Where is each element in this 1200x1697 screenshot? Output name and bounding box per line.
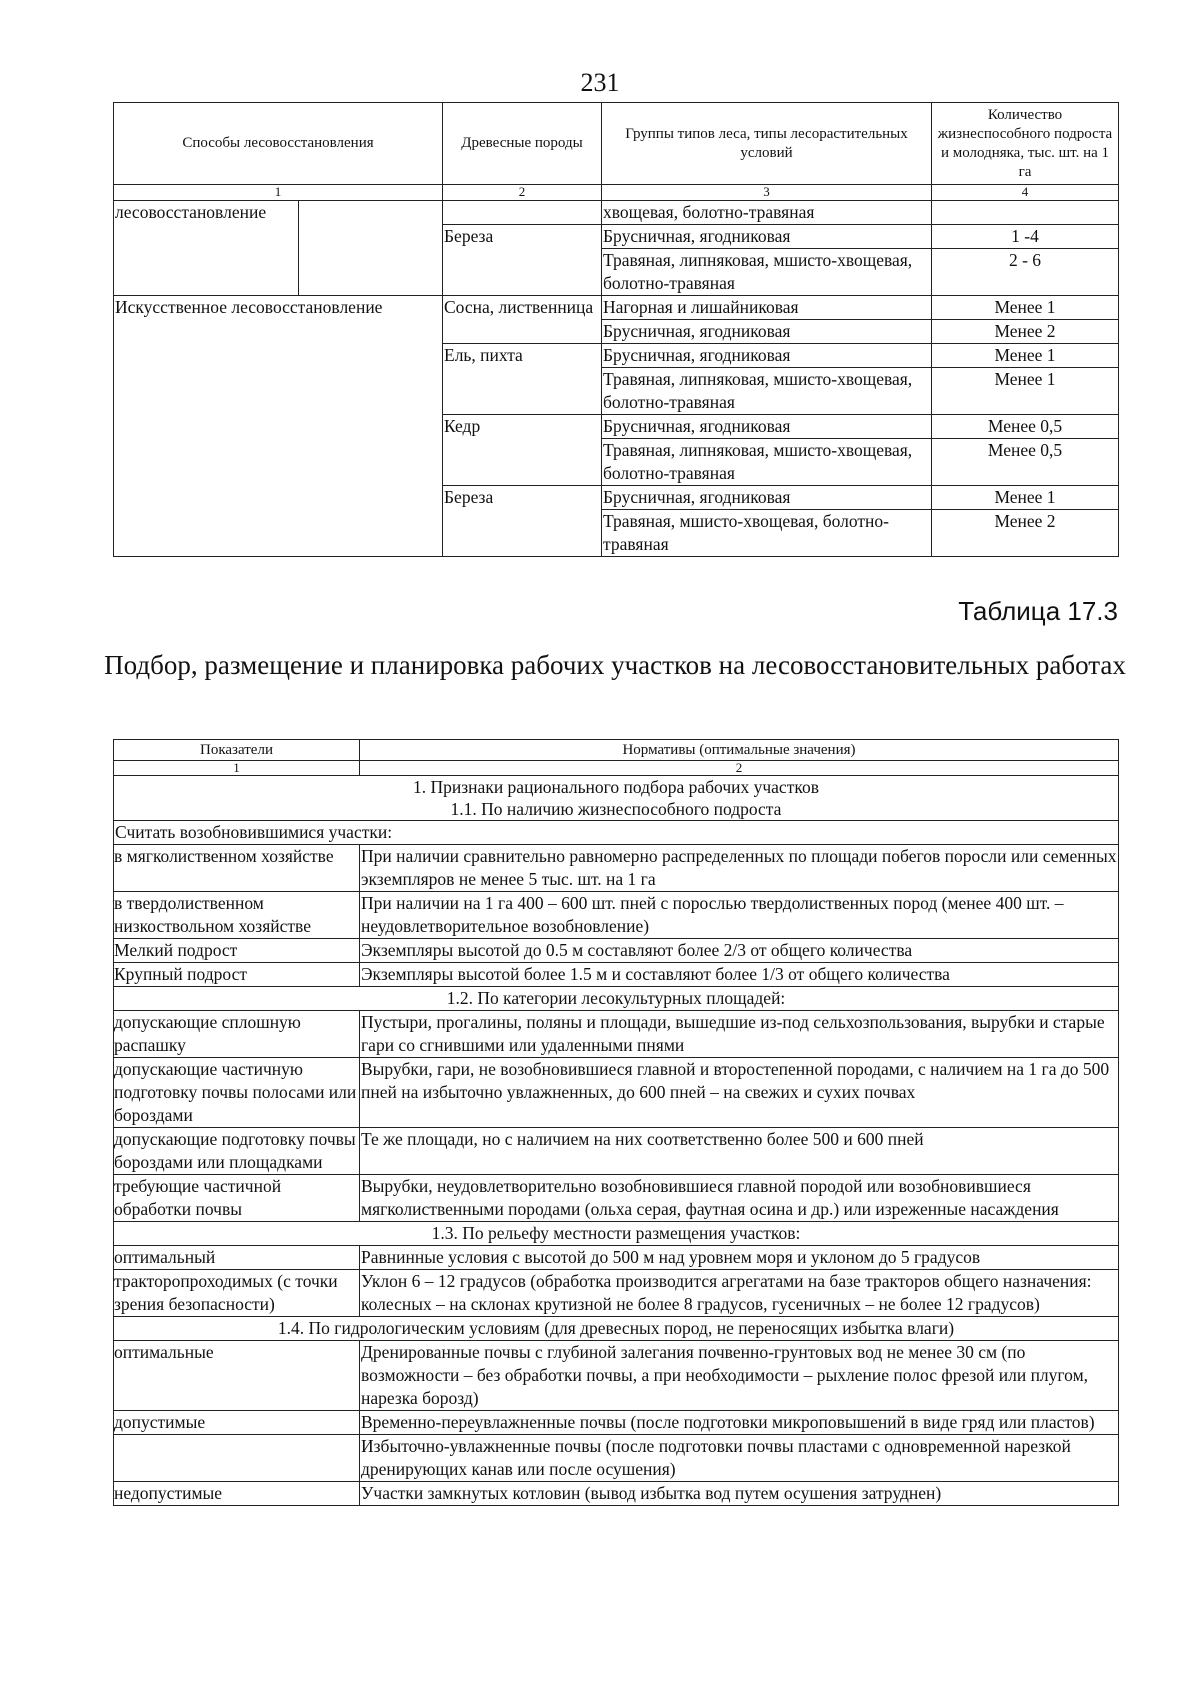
norm-cell: При наличии сравнительно равномерно распределенных по площади побегов поросли или семенных экземпляров не менее 5 тыс. шт. на 1 га xyxy=(360,845,1119,892)
norm-cell: При наличии на 1 га 400 – 600 шт. пней с порослью твердолиственных пород (менее 400 шт. – неудовлетворительное возобновление) xyxy=(360,892,1119,939)
forest-type-cell: Брусничная, ягодниковая xyxy=(602,415,932,439)
column-number-row xyxy=(114,761,1119,776)
column-header: Показатели xyxy=(114,740,360,761)
subsection-title: 1.4. По гидрологическим условиям (для древесных пород, не переносящих избытка влаги) xyxy=(114,1317,1119,1341)
indicator-cell: допускающие сплошную распашку xyxy=(114,1011,360,1058)
count-cell xyxy=(932,201,1119,225)
column-number: 3 xyxy=(602,185,932,201)
indicator-cell: в твердолиственном низкоствольном хозяйстве xyxy=(114,892,360,939)
subsection-title: 1.2. По категории лесокультурных площадей: xyxy=(114,987,1119,1011)
norm-cell: Дренированные почвы с глубиной залегания почвенно-грунтовых вод не менее 30 см (по возможности – без обработки почвы, а при необходимости – рыхление полос фрезой или плугом, нарезка борозд) xyxy=(360,1341,1119,1411)
species-cell: Сосна, лиственница xyxy=(443,296,602,344)
norm-cell: Экземпляры высотой более 1.5 м и составляют более 1/3 от общего количества xyxy=(360,963,1119,987)
table-header-row xyxy=(114,740,1119,761)
column-number: 2 xyxy=(360,761,1119,776)
work-sites-table xyxy=(113,739,1119,1506)
count-cell: Менее 1 xyxy=(932,344,1119,368)
indicator-cell: оптимальные xyxy=(114,1341,360,1411)
indicator-cell: допустимые xyxy=(114,1411,360,1435)
count-cell: Менее 0,5 xyxy=(932,415,1119,439)
table-row xyxy=(114,1058,1119,1128)
table-row xyxy=(114,1246,1119,1270)
forest-type-cell: Травяная, липняковая, мшисто-хвощевая, болотно-травяная xyxy=(602,368,932,415)
note-row xyxy=(114,821,1119,845)
table-row xyxy=(114,1175,1119,1222)
species-cell: Кедр xyxy=(443,415,602,486)
column-number: 4 xyxy=(932,185,1119,201)
count-cell: 1 -4 xyxy=(932,225,1119,249)
table-row xyxy=(114,1128,1119,1175)
forest-type-cell: Брусничная, ягодниковая xyxy=(602,320,932,344)
table-label: Таблица 17.3 xyxy=(958,596,1118,626)
count-cell: Менее 1 xyxy=(932,368,1119,415)
norm-cell: Временно-переувлажненные почвы (после подготовки микроповышений в виде гряд или пластов) xyxy=(360,1411,1119,1435)
table-row xyxy=(114,1411,1119,1435)
subsection-title: 1.3. По рельефу местности размещения участков: xyxy=(114,1222,1119,1246)
norm-cell: Те же площади, но с наличием на них соответственно более 500 и 600 пней xyxy=(360,1128,1119,1175)
count-cell: 2 - 6 xyxy=(932,249,1119,296)
method-cell: Искусственное лесовосстановление xyxy=(114,296,443,557)
indicator-cell: оптимальный xyxy=(114,1246,360,1270)
forest-type-cell: Травяная, липняковая, мшисто-хвощевая, болотно-травяная xyxy=(602,249,932,296)
page-number: 231 xyxy=(580,68,620,97)
table-row xyxy=(114,1435,1119,1482)
table-row xyxy=(114,939,1119,963)
column-header: Количество жизнеспособного подроста и молодняка, тыс. шт. на 1 га xyxy=(932,103,1119,185)
column-number: 1 xyxy=(114,761,360,776)
note-cell: Считать возобновившимися участки: xyxy=(114,821,1119,845)
table-row xyxy=(114,963,1119,987)
forest-type-cell: Травяная, мшисто-хвощевая, болотно-травяная xyxy=(602,510,932,557)
forest-type-cell: Травяная, липняковая, мшисто-хвощевая, болотно-травяная xyxy=(602,439,932,486)
column-header: Нормативы (оптимальные значения) xyxy=(360,740,1119,761)
indicator-cell: допускающие частичную подготовку почвы полосами или бороздами xyxy=(114,1058,360,1128)
indicator-cell: допускающие подготовку почвы бороздами или площадками xyxy=(114,1128,360,1175)
empty-cell xyxy=(299,201,443,296)
table-row xyxy=(114,892,1119,939)
count-cell: Менее 1 xyxy=(932,486,1119,510)
column-header: Группы типов леса, типы лесорастительных условий xyxy=(602,103,932,185)
section-row xyxy=(114,1317,1119,1341)
norm-cell: Пустыри, прогалины, поляны и площади, вышедшие из-под сельхозпользования, вырубки и старые гари со сгнившими или удаленными пнями xyxy=(360,1011,1119,1058)
count-cell: Менее 2 xyxy=(932,510,1119,557)
indicator-cell: требующие частичной обработки почвы xyxy=(114,1175,360,1222)
forest-type-cell: Брусничная, ягодниковая xyxy=(602,486,932,510)
forest-type-cell: хвощевая, болотно-травяная xyxy=(602,201,932,225)
species-cell: Береза xyxy=(443,486,602,557)
norm-cell: Уклон 6 – 12 градусов (обработка производится агрегатами на базе тракторов общего назначения: колесных – на склонах крутизной не более 8 градусов, гусеничных – не более 12 градусов) xyxy=(360,1270,1119,1317)
indicator-cell: тракторопроходимых (с точки зрения безопасности) xyxy=(114,1270,360,1317)
table-row xyxy=(114,1011,1119,1058)
species-cell xyxy=(443,201,602,225)
norm-cell: Вырубки, неудовлетворительно возобновившиеся главной породой или возобновившиеся мягколиственными породами (ольха серая, фаутная осина и др.) или изреженные насаждения xyxy=(360,1175,1119,1222)
subsection-title: 1.1. По наличию жизнеспособного подроста xyxy=(450,799,782,819)
forest-type-cell: Нагорная и лишайниковая xyxy=(602,296,932,320)
column-number: 2 xyxy=(443,185,602,201)
table-row xyxy=(114,296,1119,320)
table-row xyxy=(114,845,1119,892)
norm-cell: Избыточно-увлажненные почвы (после подготовки почвы пластами с одновременной нарезкой дренирующих канав или после осушения) xyxy=(360,1435,1119,1482)
table-row xyxy=(114,1270,1119,1317)
section-title: 1. Признаки рационального подбора рабочих участков xyxy=(413,777,819,797)
count-cell: Менее 0,5 xyxy=(932,439,1119,486)
section-row xyxy=(114,1222,1119,1246)
norm-cell: Участки замкнутых котловин (вывод избытка вод путем осушения затруднен) xyxy=(360,1482,1119,1506)
column-header: Способы лесовосстановления xyxy=(114,103,443,185)
indicator-cell: Крупный подрост xyxy=(114,963,360,987)
column-number-row xyxy=(114,185,1119,201)
table-row xyxy=(114,201,1119,225)
table-row xyxy=(114,1341,1119,1411)
forest-type-cell: Брусничная, ягодниковая xyxy=(602,225,932,249)
species-cell: Ель, пихта xyxy=(443,344,602,415)
norm-cell: Равнинные условия с высотой до 500 м над уровнем моря и уклоном до 5 градусов xyxy=(360,1246,1119,1270)
indicator-cell: Мелкий подрост xyxy=(114,939,360,963)
forest-type-cell: Брусничная, ягодниковая xyxy=(602,344,932,368)
norm-cell: Вырубки, гари, не возобновившиеся главной и второстепенной породами, с наличием на 1 га до 500 пней на избыточно увлажненных, до 600 пней – на свежих и сухих почвах xyxy=(360,1058,1119,1128)
column-number: 1 xyxy=(114,185,443,201)
count-cell: Менее 2 xyxy=(932,320,1119,344)
table-header-row xyxy=(114,103,1119,185)
species-cell: Береза xyxy=(443,225,602,296)
section-heading xyxy=(114,776,1119,821)
column-header: Древесные породы xyxy=(443,103,602,185)
indicator-cell: недопустимые xyxy=(114,1482,360,1506)
table-row xyxy=(114,1482,1119,1506)
reforestation-table xyxy=(113,102,1119,557)
norm-cell: Экземпляры высотой до 0.5 м составляют более 2/3 от общего количества xyxy=(360,939,1119,963)
table-title: Подбор, размещение и планировка рабочих участков на лесовосстановительных работах xyxy=(104,650,1126,680)
method-cell: лесовосстановление xyxy=(114,201,299,296)
indicator-cell: в мягколиственном хозяйстве xyxy=(114,845,360,892)
section-row xyxy=(114,987,1119,1011)
count-cell: Менее 1 xyxy=(932,296,1119,320)
section-row xyxy=(114,776,1119,821)
indicator-cell xyxy=(114,1435,360,1482)
